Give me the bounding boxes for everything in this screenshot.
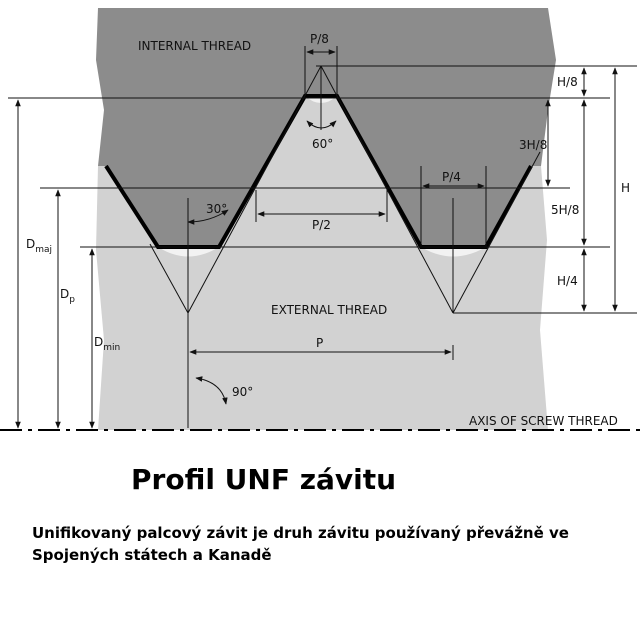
diameter-major-sub: maj [35,245,53,255]
dim-5h8: 5H/8 [551,203,580,217]
dim-angle30: 30° [206,202,228,216]
internal-thread-label: INTERNAL THREAD [138,39,252,53]
dim-p2: P/2 [312,218,331,232]
dim-angle60: 60° [312,137,334,151]
diameter-major-base: D [26,237,36,251]
diameter-major-label [26,237,52,255]
external-thread-label: EXTERNAL THREAD [271,303,388,317]
dim-p4: P/4 [442,170,461,184]
dim-h8: H/8 [557,75,578,89]
description-text: Unifikovaný palcový závit je druh závitu používaný převážně ve Spojených státech a Kanadě [32,524,569,564]
diameter-minor-base: D [94,335,104,349]
diameter-pitch-base: D [60,287,70,301]
diameter-minor-sub: min [103,343,121,353]
dim-p8: P/8 [310,32,329,46]
dim-angle90: 90° [232,385,254,399]
axis-label: AXIS OF SCREW THREAD [469,414,618,428]
dim-h: H [621,181,631,195]
dim-p: P [316,336,324,350]
dim-h4: H/4 [557,274,578,288]
diameter-pitch-sub: p [69,295,75,305]
diameter-pitch-label [60,287,75,305]
dim-3h8: 3H/8 [519,138,548,152]
page-title: Profil UNF závitu [131,463,397,496]
